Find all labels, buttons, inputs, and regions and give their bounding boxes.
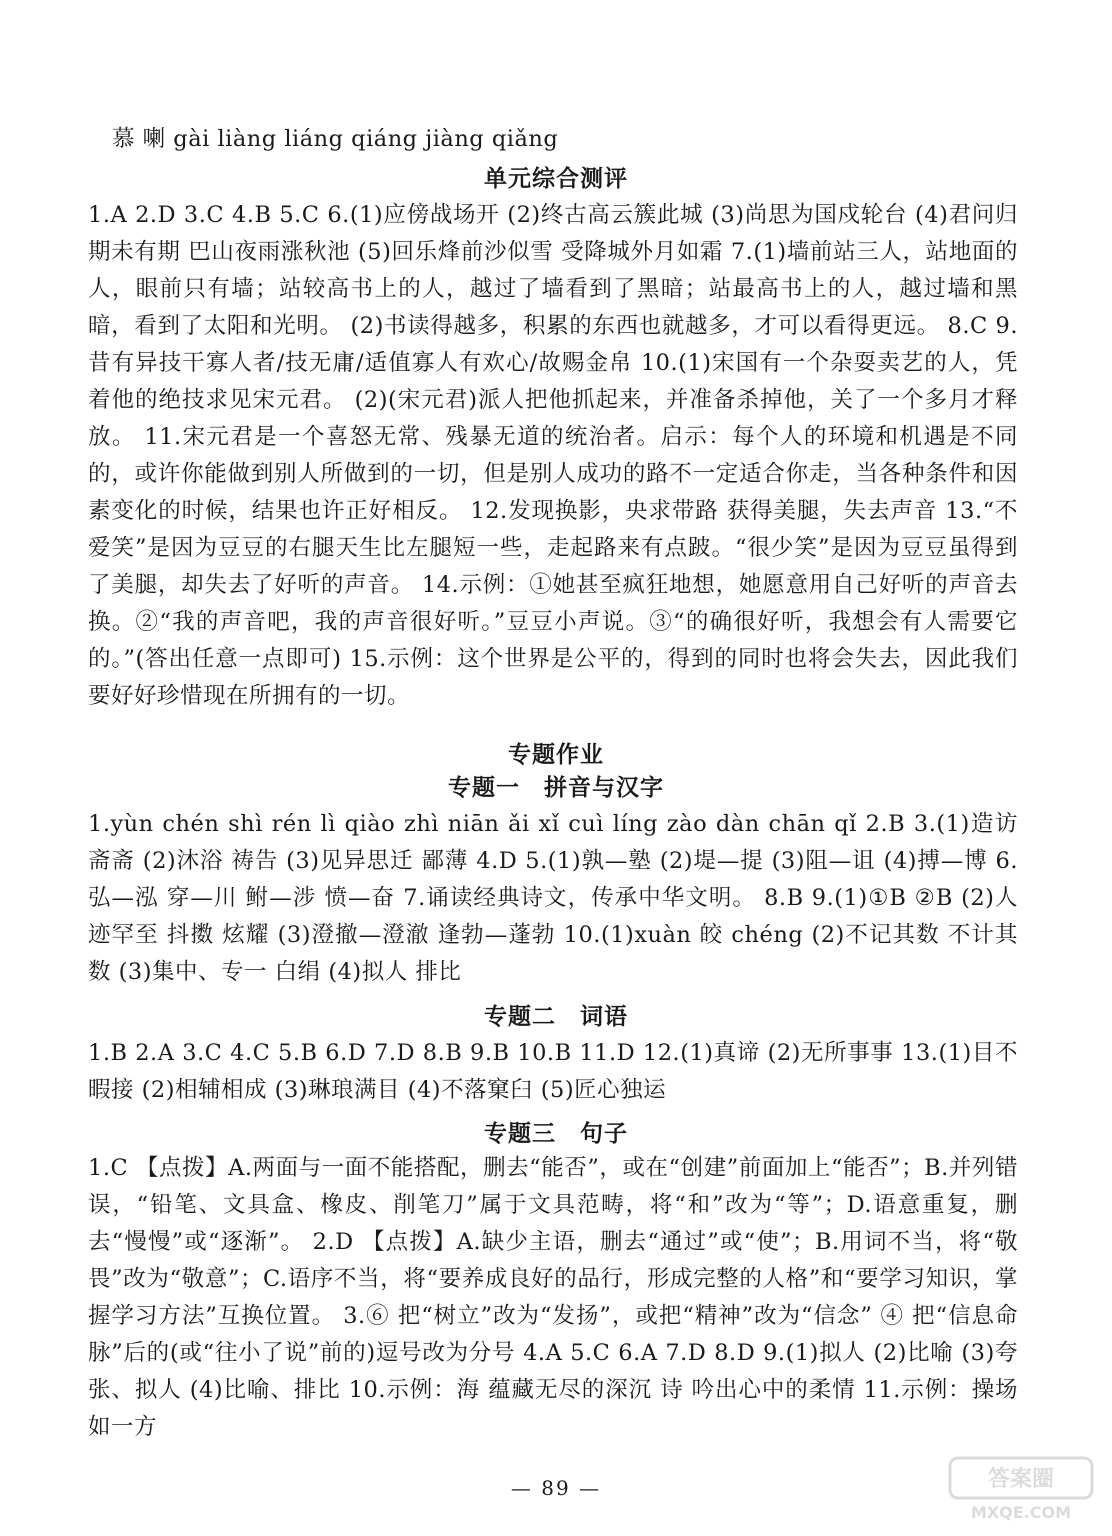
topic3-heading: 专题三 句子 [484, 1121, 628, 1147]
unit-test-heading: 单元综合测评 [484, 166, 628, 192]
special-work-heading: 专题作业 [508, 742, 604, 768]
topic2-heading: 专题二 词语 [484, 1004, 628, 1030]
unit-test-answers: 1.A 2.D 3.C 4.B 5.C 6.(1)应傍战场开 (2)终古高云簇此城 (3)尚思为国戍轮台 (4)君问归期未有期 巴山夜雨涨秋池 (5)回乐烽前沙似雪 受降城外月如霜 7.(1)墙前站三人，站地面的人，眼前只有墙；站较高书上的人，越过了墙看到了黑暗；站最高书上的人，越过墙和黑暗，看到了太阳和光明。 (2)书读得越多，积累的东西也就越多，才可以看得更远。 8.C 9.昔有异技干寡人者/技无庸/适值寡人有欢心/故赐金帛 10.(1)宋国有一个杂耍卖艺的人，凭着他的绝技求见宋元君。 (2)(宋元君)派人把他抓起来，并准备杀掉他，关了一个多月才释放。 11.宋元君是一个喜怒无常、残暴无道的统治者。启示：每个人的环境和机遇是不同的，或许你能做到别人所做到的一切，但是别人成功的路不一定适合你走，当各种条件和因素变化的时候，结果也许正好相反。 12.发现换影，央求带路 获得美腿，失去声音 13.“不爱笑”是因为豆豆的右腿天生比左腿短一些，走起路来有点跛。“很少笑”是因为豆豆虽得到了美腿，却失去了好听的声音。 14.示例：①她甚至疯狂地想，她愿意用自己好听的声音去换。②“我的声音吧，我的声音很好听。”豆豆小声说。③“的确很好听，我想会有人需要它的。”(答出任意一点即可) 15.示例：这个世界是公平的，得到的同时也将会失去，因此我们要好好珍惜现在所拥有的一切。 [88, 202, 1018, 709]
topic3-answers: 1.C 【点拨】A.两面与一面不能搭配，删去“能否”，或在“创建”前面加上“能否”；B.并列错误，“铅笔、文具盒、橡皮、削笔刀”属于文具范畴，将“和”改为“等”；D.语意重复，删去“慢慢”或“逐渐”。 2.D 【点拨】A.缺少主语，删去“通过”或“使”；B.用词不当，将“敬畏”改为“敬意”；C.语序不当，将“要养成良好的品行，形成完整的人格”和“要学习知识，掌握学习方法”互换位置。 3.⑥ 把“树立”改为“发扬”，或把“精神”改为“信念” ④ 把“信息命脉”后的(或“往小了说”前的)逗号改为分号 4.A 5.C 6.A 7.D 8.D 9.(1)拟人 (2)比喻 (3)夸张、拟人 (4)比喻、排比 10.示例：海 蕴藏无尽的深沉 诗 吟出心中的柔情 11.示例：操场如一方 [88, 1155, 1018, 1440]
page-number: — 89 — [510, 1476, 602, 1500]
topic2-answers: 1.B 2.A 3.C 4.C 5.B 6.D 7.D 8.B 9.B 10.B 11.D 12.(1)真谛 (2)无所事事 13.(1)目不暇接 (2)相辅相成 (3)琳琅满目 (4)不落窠臼 (5)匠心独运 [88, 1040, 1018, 1103]
topic1-heading: 专题一 拼音与汉字 [448, 775, 664, 801]
watermark-logo [946, 1454, 1096, 1524]
pinyin-continuation-line: 慕 喇 gài liàng liáng qiáng jiàng qiǎng [112, 126, 559, 152]
watermark-text: MXQE.COM [970, 1503, 1072, 1522]
svg-text:答案圈: 答案圈 [987, 1467, 1055, 1492]
topic1-answers: 1.yùn chén shì rén lì qiào zhì niān ǎi xǐ cuì líng zào dàn chān qǐ 2.B 3.(1)造访 斋斋 (2)沐浴 祷告 (3)见异思迁 鄙薄 4.D 5.(1)孰—塾 (2)堤—提 (3)阻—诅 (4)搏—博 6.弘—泓 穿—川 鲋—涉 愤—奋 7.诵读经典诗文，传承中华文明。 8.B 9.(1)①B ②B (2)人迹罕至 抖擞 炫耀 (3)澄撤—澄澈 逢勃—蓬勃 10.(1)xuàn 皎 chéng (2)不记其数 不计其数 (3)集中、专一 白绢 (4)拟人 排比 [88, 811, 1018, 985]
